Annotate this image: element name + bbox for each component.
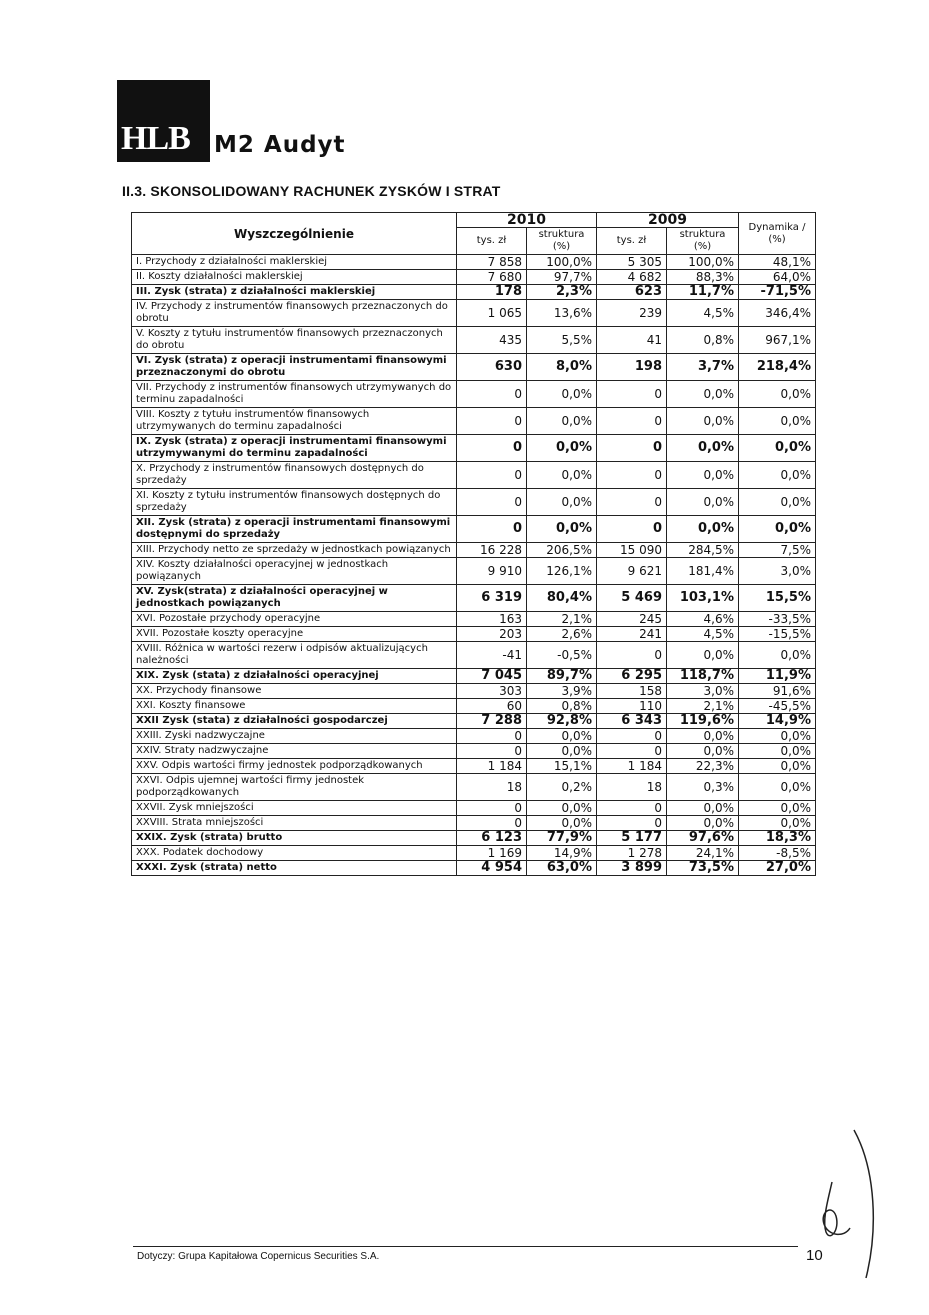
cell-v2010: 7 680: [457, 270, 527, 285]
cell-dyn: -45,5%: [739, 699, 816, 714]
cell-s2009: 284,5%: [667, 543, 739, 558]
row-label: IV. Przychody z instrumentów finansowych przeznaczonych do obrotu: [132, 300, 457, 327]
row-label: XXIII. Zyski nadzwyczajne: [132, 729, 457, 744]
table-row: [132, 801, 816, 816]
cell-v2009: 245: [597, 612, 667, 627]
cell-s2010: 14,9%: [527, 846, 597, 861]
handwritten-signature: [810, 1120, 890, 1280]
cell-dyn: 91,6%: [739, 684, 816, 699]
cell-v2009: 15 090: [597, 543, 667, 558]
cell-s2009: 0,0%: [667, 816, 739, 831]
cell-s2009: 3,7%: [667, 354, 739, 381]
row-label: X. Przychody z instrumentów finansowych dostępnych do sprzedaży: [132, 462, 457, 489]
cell-v2009: 5 305: [597, 255, 667, 270]
table-row: [132, 669, 816, 684]
cell-s2010: 126,1%: [527, 558, 597, 585]
row-label: II. Koszty działalności maklerskiej: [132, 270, 457, 285]
header-unit-2010: tys. zł: [457, 228, 527, 255]
cell-s2009: 0,0%: [667, 801, 739, 816]
cell-s2009: 4,5%: [667, 627, 739, 642]
cell-v2009: 241: [597, 627, 667, 642]
table-row: [132, 327, 816, 354]
cell-s2010: 8,0%: [527, 354, 597, 381]
row-label: XI. Koszty z tytułu instrumentów finansowych dostępnych do sprzedaży: [132, 489, 457, 516]
row-label: XIII. Przychody netto ze sprzedaży w jednostkach powiązanych: [132, 543, 457, 558]
cell-dyn: 0,0%: [739, 759, 816, 774]
table-row: [132, 270, 816, 285]
cell-s2009: 0,0%: [667, 729, 739, 744]
cell-v2010: 303: [457, 684, 527, 699]
cell-s2009: 0,0%: [667, 381, 739, 408]
cell-v2009: 110: [597, 699, 667, 714]
cell-s2010: 89,7%: [527, 669, 597, 684]
table-row: [132, 558, 816, 585]
section-title: II.3. SKONSOLIDOWANY RACHUNEK ZYSKÓW I STRAT: [122, 183, 501, 199]
cell-s2010: 2,1%: [527, 612, 597, 627]
cell-s2010: 100,0%: [527, 255, 597, 270]
cell-s2009: 0,3%: [667, 774, 739, 801]
cell-v2009: 6 295: [597, 669, 667, 684]
table-row: [132, 516, 816, 543]
table-row: [132, 462, 816, 489]
cell-dyn: 0,0%: [739, 381, 816, 408]
cell-s2009: 119,6%: [667, 714, 739, 729]
row-label: XXIX. Zysk (strata) brutto: [132, 831, 457, 846]
cell-v2010: 4 954: [457, 861, 527, 876]
cell-s2010: 0,0%: [527, 816, 597, 831]
table-row: [132, 729, 816, 744]
cell-s2009: 73,5%: [667, 861, 739, 876]
table-row: [132, 831, 816, 846]
row-label: XII. Zysk (strata) z operacji instrumentami finansowymi dostępnymi do sprzedaży: [132, 516, 457, 543]
cell-v2010: 0: [457, 435, 527, 462]
table-row: [132, 861, 816, 876]
cell-dyn: -8,5%: [739, 846, 816, 861]
cell-s2010: 3,9%: [527, 684, 597, 699]
cell-v2009: 5 177: [597, 831, 667, 846]
cell-v2010: 7 858: [457, 255, 527, 270]
cell-v2010: 18: [457, 774, 527, 801]
row-label: XV. Zysk(strata) z działalności operacyjnej w jednostkach powiązanych: [132, 585, 457, 612]
row-label: I. Przychody z działalności maklerskiej: [132, 255, 457, 270]
cell-s2009: 181,4%: [667, 558, 739, 585]
cell-v2009: 0: [597, 642, 667, 669]
row-label: V. Koszty z tytułu instrumentów finansowych przeznaczonych do obrotu: [132, 327, 457, 354]
row-label: XXII Zysk (stata) z działalności gospodarczej: [132, 714, 457, 729]
cell-v2010: 7 288: [457, 714, 527, 729]
table-row: [132, 699, 816, 714]
cell-v2010: 0: [457, 729, 527, 744]
cell-s2009: 97,6%: [667, 831, 739, 846]
cell-v2009: 0: [597, 489, 667, 516]
table-row: [132, 627, 816, 642]
cell-dyn: 0,0%: [739, 642, 816, 669]
cell-s2009: 3,0%: [667, 684, 739, 699]
row-label: XVIII. Różnica w wartości rezerw i odpisów aktualizujących należności: [132, 642, 457, 669]
cell-v2010: 178: [457, 285, 527, 300]
table-row: [132, 354, 816, 381]
cell-s2009: 0,0%: [667, 489, 739, 516]
cell-v2010: 9 910: [457, 558, 527, 585]
cell-s2009: 0,0%: [667, 744, 739, 759]
row-label: XXVI. Odpis ujemnej wartości firmy jednostek podporządkowanych: [132, 774, 457, 801]
table-body: [132, 255, 816, 876]
cell-v2010: 203: [457, 627, 527, 642]
cell-s2009: 0,8%: [667, 327, 739, 354]
cell-s2010: 0,0%: [527, 729, 597, 744]
row-label: VI. Zysk (strata) z operacji instrumentami finansowymi przeznaczonymi do obrotu: [132, 354, 457, 381]
table-row: [132, 612, 816, 627]
row-label: VII. Przychody z instrumentów finansowych utrzymywanych do terminu zapadalności: [132, 381, 457, 408]
cell-v2010: 16 228: [457, 543, 527, 558]
cell-v2010: 0: [457, 516, 527, 543]
row-label: XXIV. Straty nadzwyczajne: [132, 744, 457, 759]
cell-s2009: 0,0%: [667, 435, 739, 462]
cell-s2010: 80,4%: [527, 585, 597, 612]
cell-v2010: 1 065: [457, 300, 527, 327]
cell-s2010: 0,0%: [527, 801, 597, 816]
cell-v2009: 239: [597, 300, 667, 327]
table-row: [132, 255, 816, 270]
table-row: [132, 300, 816, 327]
cell-v2009: 6 343: [597, 714, 667, 729]
row-label: XXXI. Zysk (strata) netto: [132, 861, 457, 876]
table-row: [132, 744, 816, 759]
table-row: [132, 585, 816, 612]
cell-s2009: 100,0%: [667, 255, 739, 270]
cell-dyn: 48,1%: [739, 255, 816, 270]
cell-dyn: 64,0%: [739, 270, 816, 285]
table-row: [132, 846, 816, 861]
row-label: XXI. Koszty finansowe: [132, 699, 457, 714]
cell-v2010: -41: [457, 642, 527, 669]
cell-s2010: 0,0%: [527, 516, 597, 543]
cell-dyn: 0,0%: [739, 729, 816, 744]
row-label: XXV. Odpis wartości firmy jednostek podporządkowanych: [132, 759, 457, 774]
cell-s2010: 63,0%: [527, 861, 597, 876]
cell-v2010: 0: [457, 381, 527, 408]
row-label: XIV. Koszty działalności operacyjnej w jednostkach powiązanych: [132, 558, 457, 585]
row-label: VIII. Koszty z tytułu instrumentów finansowych utrzymywanych do terminu zapadalności: [132, 408, 457, 435]
cell-v2010: 0: [457, 489, 527, 516]
header-label: Wyszczególnienie: [132, 213, 457, 255]
table-row: [132, 381, 816, 408]
income-statement-table: [131, 212, 816, 876]
cell-dyn: 7,5%: [739, 543, 816, 558]
cell-s2009: 24,1%: [667, 846, 739, 861]
cell-s2009: 0,0%: [667, 516, 739, 543]
cell-v2010: 435: [457, 327, 527, 354]
table-row: [132, 759, 816, 774]
cell-dyn: 0,0%: [739, 489, 816, 516]
cell-s2010: 15,1%: [527, 759, 597, 774]
cell-v2009: 1 278: [597, 846, 667, 861]
cell-v2009: 1 184: [597, 759, 667, 774]
header-row-years: [132, 213, 816, 228]
logo-box: HLB: [117, 80, 210, 162]
cell-v2009: 18: [597, 774, 667, 801]
row-label: XVI. Pozostałe przychody operacyjne: [132, 612, 457, 627]
cell-s2009: 22,3%: [667, 759, 739, 774]
cell-dyn: 15,5%: [739, 585, 816, 612]
cell-dyn: 0,0%: [739, 516, 816, 543]
cell-v2009: 0: [597, 801, 667, 816]
cell-dyn: 3,0%: [739, 558, 816, 585]
table-row: [132, 285, 816, 300]
cell-v2010: 0: [457, 801, 527, 816]
cell-s2009: 88,3%: [667, 270, 739, 285]
cell-v2010: 0: [457, 744, 527, 759]
table-row: [132, 543, 816, 558]
cell-s2009: 4,5%: [667, 300, 739, 327]
cell-v2010: 6 319: [457, 585, 527, 612]
cell-s2010: 77,9%: [527, 831, 597, 846]
cell-s2009: 2,1%: [667, 699, 739, 714]
page-number: 10: [806, 1247, 823, 1264]
header-year-2009: 2009: [597, 213, 739, 228]
cell-v2010: 1 169: [457, 846, 527, 861]
table-row: [132, 408, 816, 435]
cell-v2009: 0: [597, 816, 667, 831]
cell-s2010: 2,3%: [527, 285, 597, 300]
cell-s2009: 0,0%: [667, 642, 739, 669]
cell-dyn: 14,9%: [739, 714, 816, 729]
table-row: [132, 774, 816, 801]
cell-v2009: 0: [597, 381, 667, 408]
cell-s2010: 92,8%: [527, 714, 597, 729]
footer-text: Dotyczy: Grupa Kapitałowa Copernicus Securities S.A.: [137, 1251, 380, 1262]
row-label: XVII. Pozostałe koszty operacyjne: [132, 627, 457, 642]
cell-s2009: 0,0%: [667, 462, 739, 489]
logo-text: M2 Audyt: [214, 132, 346, 158]
cell-s2009: 0,0%: [667, 408, 739, 435]
cell-s2010: 0,0%: [527, 489, 597, 516]
cell-dyn: 0,0%: [739, 462, 816, 489]
cell-dyn: 0,0%: [739, 408, 816, 435]
cell-dyn: 0,0%: [739, 435, 816, 462]
row-label: XXX. Podatek dochodowy: [132, 846, 457, 861]
footer-divider: [133, 1246, 798, 1247]
header-structure-2009: struktura (%): [667, 228, 739, 255]
cell-s2010: 0,0%: [527, 462, 597, 489]
cell-s2010: 5,5%: [527, 327, 597, 354]
cell-s2010: 0,0%: [527, 744, 597, 759]
cell-dyn: -71,5%: [739, 285, 816, 300]
header-structure-2010: struktura (%): [527, 228, 597, 255]
cell-dyn: 967,1%: [739, 327, 816, 354]
cell-v2010: 7 045: [457, 669, 527, 684]
cell-dyn: -33,5%: [739, 612, 816, 627]
table-row: [132, 435, 816, 462]
cell-s2009: 11,7%: [667, 285, 739, 300]
cell-v2010: 630: [457, 354, 527, 381]
cell-s2009: 103,1%: [667, 585, 739, 612]
table-row: [132, 816, 816, 831]
cell-s2009: 118,7%: [667, 669, 739, 684]
cell-dyn: 11,9%: [739, 669, 816, 684]
row-label: III. Zysk (strata) z działalności maklerskiej: [132, 285, 457, 300]
cell-dyn: 18,3%: [739, 831, 816, 846]
cell-s2010: 97,7%: [527, 270, 597, 285]
cell-dyn: -15,5%: [739, 627, 816, 642]
cell-dyn: 0,0%: [739, 801, 816, 816]
company-logo: [117, 80, 346, 162]
cell-v2010: 60: [457, 699, 527, 714]
cell-dyn: 0,0%: [739, 774, 816, 801]
cell-s2010: -0,5%: [527, 642, 597, 669]
cell-v2009: 0: [597, 516, 667, 543]
cell-v2009: 5 469: [597, 585, 667, 612]
row-label: XXVII. Zysk mniejszości: [132, 801, 457, 816]
cell-v2009: 0: [597, 729, 667, 744]
header-year-2010: 2010: [457, 213, 597, 228]
cell-v2009: 9 621: [597, 558, 667, 585]
cell-s2010: 0,0%: [527, 381, 597, 408]
cell-s2010: 206,5%: [527, 543, 597, 558]
table-row: [132, 642, 816, 669]
row-label: XXVIII. Strata mniejszości: [132, 816, 457, 831]
header-dynamics: Dynamika / (%): [739, 213, 816, 255]
cell-v2009: 0: [597, 462, 667, 489]
cell-s2010: 13,6%: [527, 300, 597, 327]
cell-s2010: 0,0%: [527, 408, 597, 435]
cell-v2009: 3 899: [597, 861, 667, 876]
cell-s2010: 2,6%: [527, 627, 597, 642]
cell-dyn: 346,4%: [739, 300, 816, 327]
cell-s2010: 0,8%: [527, 699, 597, 714]
cell-v2010: 1 184: [457, 759, 527, 774]
cell-dyn: 0,0%: [739, 816, 816, 831]
cell-v2009: 41: [597, 327, 667, 354]
cell-v2010: 6 123: [457, 831, 527, 846]
cell-v2009: 4 682: [597, 270, 667, 285]
cell-v2010: 163: [457, 612, 527, 627]
cell-s2009: 4,6%: [667, 612, 739, 627]
cell-dyn: 218,4%: [739, 354, 816, 381]
cell-v2009: 0: [597, 408, 667, 435]
cell-v2009: 158: [597, 684, 667, 699]
cell-s2010: 0,0%: [527, 435, 597, 462]
row-label: IX. Zysk (strata) z operacji instrumentami finansowymi utrzymywanymi do terminu zapadalności: [132, 435, 457, 462]
cell-dyn: 0,0%: [739, 744, 816, 759]
row-label: XX. Przychody finansowe: [132, 684, 457, 699]
cell-v2009: 0: [597, 435, 667, 462]
cell-v2010: 0: [457, 408, 527, 435]
cell-v2009: 623: [597, 285, 667, 300]
table-row: [132, 489, 816, 516]
cell-s2010: 0,2%: [527, 774, 597, 801]
row-label: XIX. Zysk (stata) z działalności operacyjnej: [132, 669, 457, 684]
header-unit-2009: tys. zł: [597, 228, 667, 255]
table-row: [132, 684, 816, 699]
cell-v2010: 0: [457, 462, 527, 489]
cell-v2009: 0: [597, 744, 667, 759]
cell-v2010: 0: [457, 816, 527, 831]
table-row: [132, 714, 816, 729]
cell-dyn: 27,0%: [739, 861, 816, 876]
cell-v2009: 198: [597, 354, 667, 381]
